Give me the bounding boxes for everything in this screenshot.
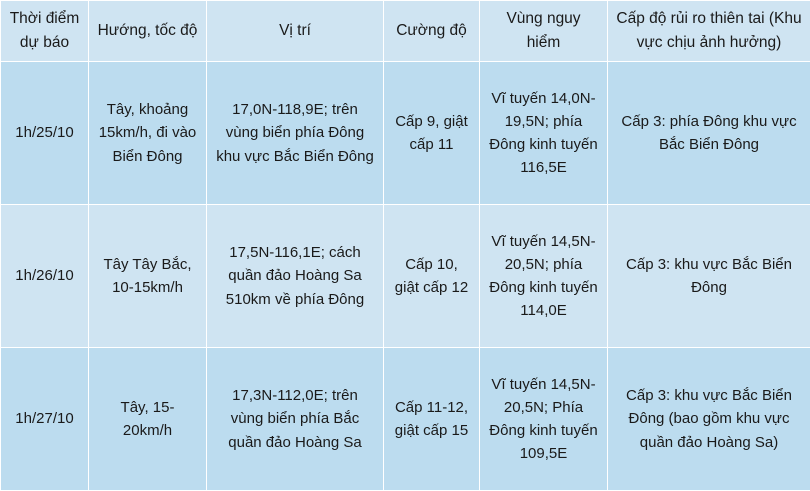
cell-intensity: Cấp 9, giật cấp 11 [384,62,480,205]
cell-danger-zone: Vĩ tuyến 14,5N-20,5N; Phía Đông kinh tuyến 109,5E [480,348,608,491]
table-row [1,62,810,205]
cell-time: 1h/26/10 [1,205,89,348]
cell-position: 17,0N-118,9E; trên vùng biển phía Đông khu vực Bắc Biển Đông [207,62,384,205]
column-header-risk-level: Cấp độ rủi ro thiên tai (Khu vực chịu ảnh hưởng) [608,1,810,62]
table-header-row [1,1,810,62]
column-header-direction-speed: Hướng, tốc độ [89,1,207,62]
table-row [1,205,810,348]
cell-direction-speed: Tây Tây Bắc, 10-15km/h [89,205,207,348]
cell-position: 17,5N-116,1E; cách quần đảo Hoàng Sa 510km về phía Đông [207,205,384,348]
cell-position: 17,3N-112,0E; trên vùng biển phía Bắc quần đảo Hoàng Sa [207,348,384,491]
cell-danger-zone: Vĩ tuyến 14,0N-19,5N; phía Đông kinh tuyến 116,5E [480,62,608,205]
table-body [1,62,810,491]
cell-danger-zone: Vĩ tuyến 14,5N-20,5N; phía Đông kinh tuyến 114,0E [480,205,608,348]
table-row [1,348,810,491]
cell-risk-level: Cấp 3: phía Đông khu vực Bắc Biển Đông [608,62,810,205]
column-header-intensity: Cường độ [384,1,480,62]
cell-risk-level: Cấp 3: khu vực Bắc Biển Đông [608,205,810,348]
table-header [1,1,810,62]
cell-intensity: Cấp 10, giật cấp 12 [384,205,480,348]
column-header-danger-zone: Vùng nguy hiểm [480,1,608,62]
cell-risk-level: Cấp 3: khu vực Bắc Biển Đông (bao gồm khu vực quần đảo Hoàng Sa) [608,348,810,491]
cell-intensity: Cấp 11-12, giật cấp 15 [384,348,480,491]
cell-direction-speed: Tây, 15-20km/h [89,348,207,491]
cell-time: 1h/25/10 [1,62,89,205]
cell-direction-speed: Tây, khoảng 15km/h, đi vào Biển Đông [89,62,207,205]
column-header-time: Thời điểm dự báo [1,1,89,62]
column-header-position: Vị trí [207,1,384,62]
cell-time: 1h/27/10 [1,348,89,491]
